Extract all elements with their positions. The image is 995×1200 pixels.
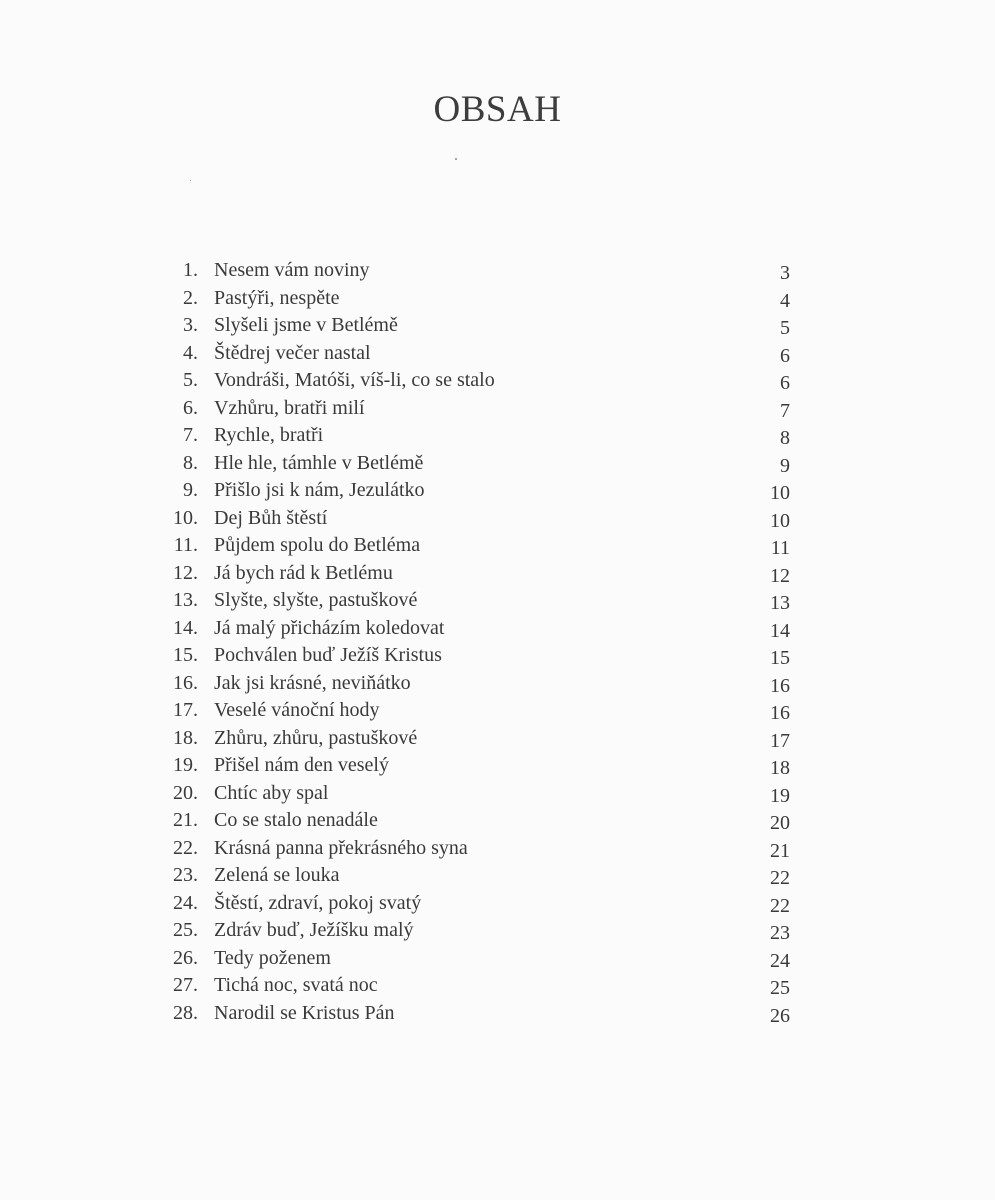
toc-entry-page-number: 17 bbox=[770, 729, 790, 752]
toc-entry bbox=[0, 917, 995, 945]
page-title: OBSAH bbox=[433, 89, 562, 130]
toc-entry bbox=[0, 560, 995, 588]
toc-entry-number: 22. bbox=[173, 836, 198, 859]
toc-entry bbox=[0, 395, 995, 423]
toc-entry bbox=[0, 532, 995, 560]
toc-entry bbox=[0, 697, 995, 725]
toc-entry-number: 7. bbox=[183, 424, 198, 446]
toc-entry-number: 12. bbox=[173, 561, 198, 584]
toc-entry bbox=[0, 422, 995, 450]
toc-entry-page-number: 10 bbox=[770, 482, 790, 504]
toc-entry-title: Přišel nám den veselý bbox=[214, 754, 389, 776]
toc-entry-title: Vzhůru, bratři milí bbox=[214, 396, 365, 419]
toc-entry-number: 18. bbox=[173, 726, 198, 749]
toc-entry bbox=[0, 972, 995, 1000]
toc-entry bbox=[0, 1000, 995, 1028]
toc-entry-title: Půjdem spolu do Betléma bbox=[214, 534, 421, 556]
toc-entry-page-number: 24 bbox=[770, 949, 790, 972]
toc-entry-page-number: 22 bbox=[770, 867, 790, 889]
toc-entry-title: Veselé vánoční hody bbox=[214, 699, 380, 721]
toc-entry-number: 13. bbox=[173, 589, 198, 611]
toc-entry-title: Slyšeli jsme v Betlémě bbox=[214, 314, 398, 336]
toc-entry-title: Co se stalo nenadále bbox=[214, 809, 378, 831]
toc-entry bbox=[0, 340, 995, 368]
toc-entry-title: Vondráši, Matóši, víš-li, co se stalo bbox=[214, 369, 495, 391]
toc-entry-number: 10. bbox=[173, 506, 198, 529]
toc-entry-number: 26. bbox=[173, 946, 198, 969]
toc-entry bbox=[0, 505, 995, 533]
toc-entry-number: 6. bbox=[183, 396, 198, 419]
toc-entry-title: Chtíc aby spal bbox=[214, 781, 329, 804]
toc-entry bbox=[0, 835, 995, 863]
toc-entry-title: Rychle, bratři bbox=[214, 424, 324, 446]
scan-speck bbox=[190, 180, 191, 181]
toc-entry-number: 15. bbox=[173, 644, 198, 666]
scan-speck bbox=[455, 158, 457, 160]
toc-entry-page-number: 3 bbox=[780, 262, 790, 284]
toc-entry-page-number: 19 bbox=[770, 784, 790, 807]
toc-entry-title: Slyšte, slyšte, pastuškové bbox=[214, 589, 418, 611]
toc-entry-number: 4. bbox=[183, 341, 198, 364]
toc-entry-number: 16. bbox=[173, 671, 198, 694]
toc-entry-number: 1. bbox=[183, 259, 198, 281]
toc-entry-title: Zdráv buď, Ježíšku malý bbox=[214, 919, 414, 941]
toc-entry-title: Štěstí, zdraví, pokoj svatý bbox=[214, 891, 422, 914]
toc-entry-title: Já malý přicházím koledovat bbox=[214, 616, 445, 639]
toc-entry-title: Dej Bůh štěstí bbox=[214, 506, 328, 529]
toc-entry-number: 20. bbox=[173, 781, 198, 804]
toc-entry bbox=[0, 890, 995, 918]
toc-entry-page-number: 21 bbox=[770, 839, 790, 862]
toc-entry bbox=[0, 477, 995, 505]
toc-entry bbox=[0, 615, 995, 643]
toc-entry-title: Zelená se louka bbox=[214, 864, 340, 886]
toc-entry-page-number: 13 bbox=[770, 592, 790, 614]
toc-entry-number: 3. bbox=[183, 314, 198, 336]
toc-entry-number: 23. bbox=[173, 864, 198, 886]
toc-entry-page-number: 12 bbox=[770, 564, 790, 587]
toc-entry-number: 8. bbox=[183, 451, 198, 474]
toc-entry-page-number: 22 bbox=[770, 894, 790, 917]
toc-entry-title: Přišlo jsi k nám, Jezulátko bbox=[214, 479, 425, 501]
toc-entry-page-number: 23 bbox=[770, 922, 790, 944]
toc-entry-page-number: 16 bbox=[770, 674, 790, 697]
toc-entry-page-number: 4 bbox=[780, 289, 790, 312]
toc-entry-page-number: 26 bbox=[770, 1004, 790, 1027]
toc-entry-title: Hle hle, támhle v Betlémě bbox=[214, 451, 424, 474]
toc-entry bbox=[0, 312, 995, 340]
toc-entry-page-number: 5 bbox=[780, 317, 790, 339]
toc-entry-number: 11. bbox=[173, 534, 198, 556]
toc-entry bbox=[0, 367, 995, 395]
toc-entry-number: 24. bbox=[173, 891, 198, 914]
toc-entry-page-number: 18 bbox=[770, 757, 790, 779]
toc-entry-number: 28. bbox=[173, 1001, 198, 1024]
toc-entry-page-number: 9 bbox=[780, 454, 790, 477]
toc-entry bbox=[0, 725, 995, 753]
toc-entry-title: Narodil se Kristus Pán bbox=[214, 1001, 395, 1024]
toc-entry-number: 14. bbox=[173, 616, 198, 639]
toc-entry-page-number: 7 bbox=[780, 399, 790, 422]
toc-entry-page-number: 15 bbox=[770, 647, 790, 669]
table-of-contents bbox=[0, 257, 995, 1027]
toc-entry-number: 27. bbox=[173, 974, 198, 996]
toc-entry bbox=[0, 642, 995, 670]
toc-entry-page-number: 8 bbox=[780, 427, 790, 449]
toc-entry-page-number: 6 bbox=[780, 344, 790, 367]
toc-entry-number: 25. bbox=[173, 919, 198, 941]
toc-entry-page-number: 20 bbox=[770, 812, 790, 834]
toc-entry-title: Já bych rád k Betlému bbox=[214, 561, 393, 584]
toc-entry bbox=[0, 945, 995, 973]
toc-entry bbox=[0, 257, 995, 285]
toc-entry bbox=[0, 807, 995, 835]
toc-entry-title: Zhůru, zhůru, pastuškové bbox=[214, 726, 418, 749]
toc-entry-number: 9. bbox=[183, 479, 198, 501]
toc-entry-title: Nesem vám noviny bbox=[214, 259, 370, 281]
toc-entry-title: Tedy poženem bbox=[214, 946, 331, 969]
toc-entry-page-number: 11 bbox=[770, 537, 790, 559]
toc-entry bbox=[0, 450, 995, 478]
toc-entry bbox=[0, 587, 995, 615]
toc-entry bbox=[0, 752, 995, 780]
toc-entry-title: Jak jsi krásné, neviňátko bbox=[214, 671, 411, 694]
toc-entry-page-number: 25 bbox=[770, 977, 790, 999]
toc-entry-title: Štědrej večer nastal bbox=[214, 341, 371, 364]
toc-entry-page-number: 6 bbox=[780, 372, 790, 394]
toc-entry-page-number: 10 bbox=[770, 509, 790, 532]
toc-entry-number: 17. bbox=[173, 699, 198, 721]
toc-entry bbox=[0, 780, 995, 808]
toc-entry bbox=[0, 285, 995, 313]
toc-entry bbox=[0, 670, 995, 698]
toc-entry-title: Pastýři, nespěte bbox=[214, 286, 340, 309]
toc-entry bbox=[0, 862, 995, 890]
toc-entry-number: 21. bbox=[173, 809, 198, 831]
toc-entry-number: 2. bbox=[183, 286, 198, 309]
toc-entry-title: Tichá noc, svatá noc bbox=[214, 974, 378, 996]
toc-entry-page-number: 14 bbox=[770, 619, 790, 642]
toc-entry-page-number: 16 bbox=[770, 702, 790, 724]
toc-entry-number: 19. bbox=[173, 754, 198, 776]
toc-entry-number: 5. bbox=[183, 369, 198, 391]
toc-entry-title: Krásná panna překrásného syna bbox=[214, 836, 468, 859]
toc-entry-title: Pochválen buď Ježíš Kristus bbox=[214, 644, 442, 666]
